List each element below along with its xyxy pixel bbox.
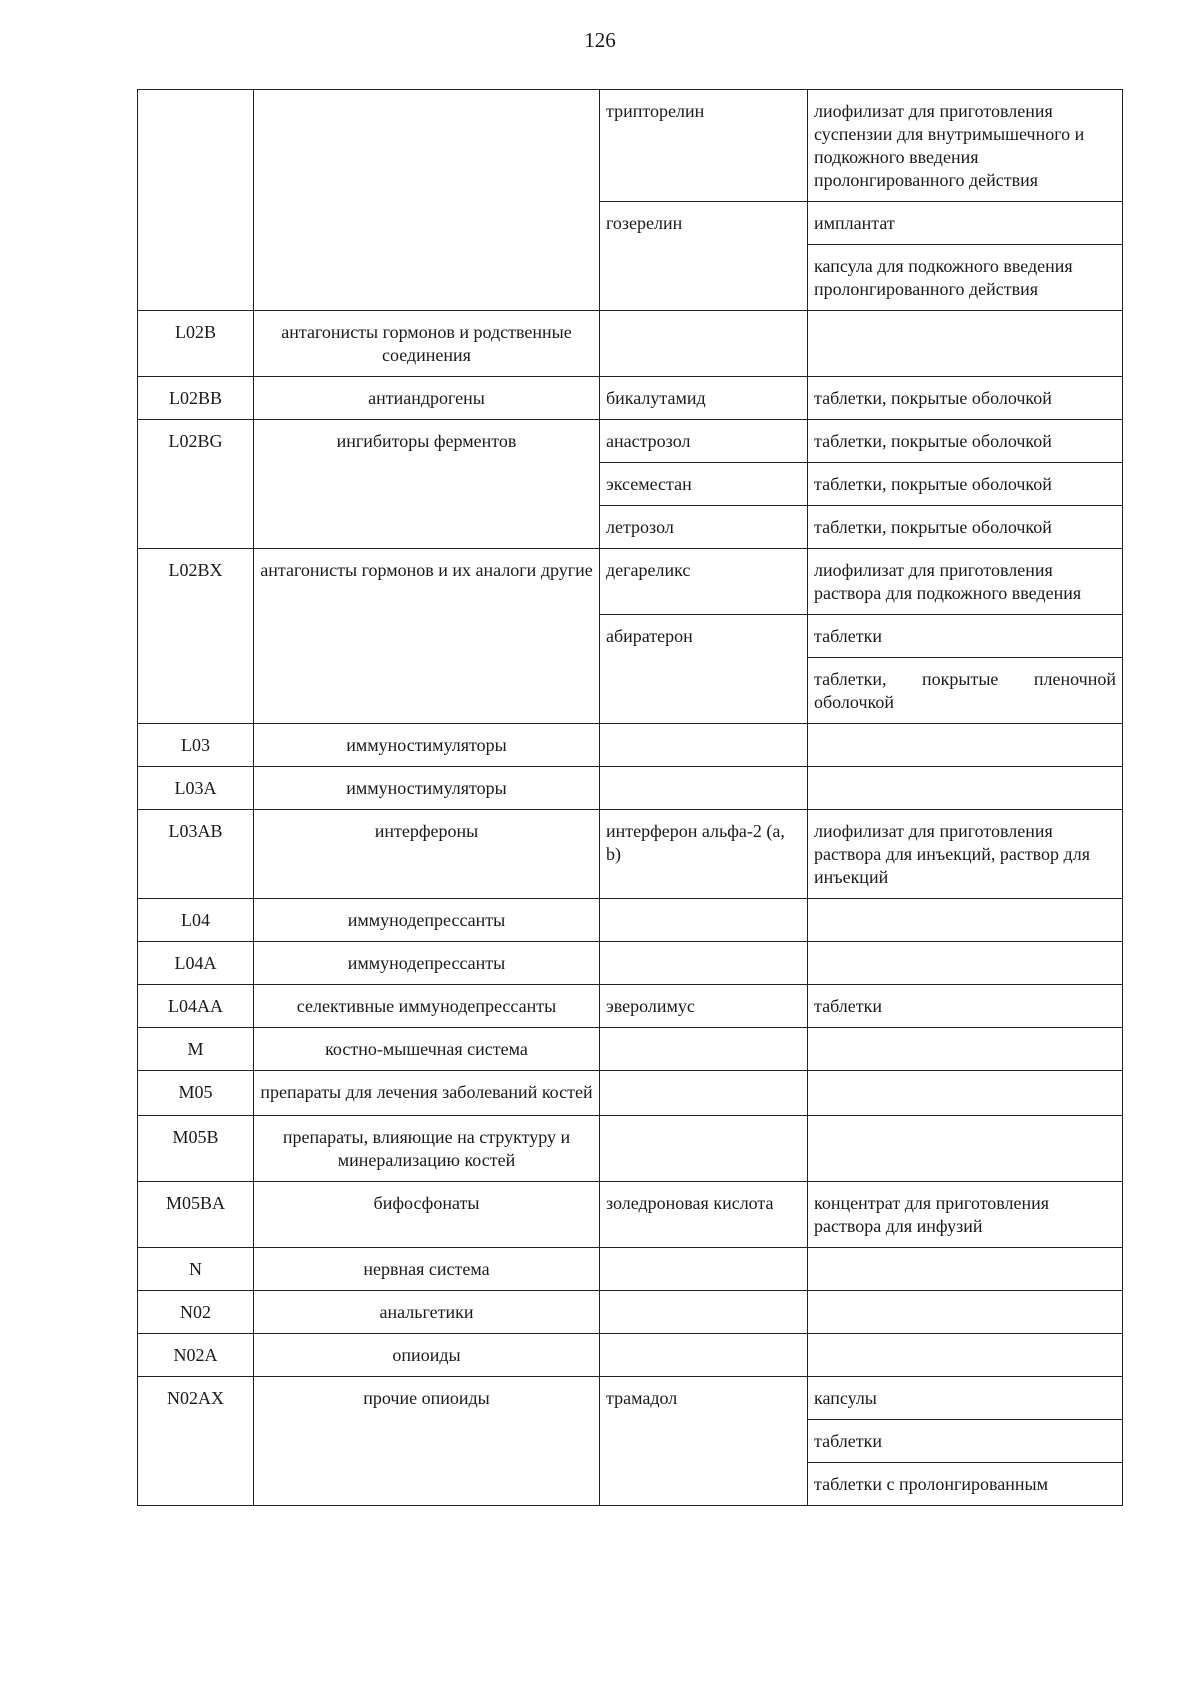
drug-name-cell	[600, 942, 808, 985]
atc-code-cell: L03AB	[138, 810, 254, 899]
dosage-form-cell	[808, 1291, 1123, 1334]
dosage-form-cell: таблетки, покрытые оболочкой	[808, 377, 1123, 420]
drug-name-cell	[600, 1334, 808, 1377]
atc-code-cell: N02	[138, 1291, 254, 1334]
dosage-form-cell	[808, 1071, 1123, 1116]
dosage-form-cell: концентрат для приготовления раствора для инфузий	[808, 1182, 1123, 1248]
drug-name-cell: дегареликс	[600, 549, 808, 615]
dosage-form-cell: таблетки	[808, 985, 1123, 1028]
drug-name-cell: бикалутамид	[600, 377, 808, 420]
page-number: 126	[584, 28, 616, 52]
atc-group-cell	[254, 90, 600, 311]
dosage-form-cell: таблетки, покрытые оболочкой	[808, 420, 1123, 463]
dosage-form-cell: таблетки с пролонгированным	[808, 1463, 1123, 1506]
table-row	[138, 1071, 1123, 1116]
drug-name-cell: гозерелин	[600, 202, 808, 311]
dosage-form-cell: лиофилизат для приготовления раствора для подкожного введения	[808, 549, 1123, 615]
dosage-form-cell: капсулы	[808, 1377, 1123, 1420]
table-row	[138, 1291, 1123, 1334]
atc-code-cell: L04A	[138, 942, 254, 985]
drug-name-cell	[600, 1291, 808, 1334]
dosage-form-cell	[808, 1334, 1123, 1377]
drug-name-cell: эксеместан	[600, 463, 808, 506]
table-row	[138, 549, 1123, 615]
atc-group-cell: нервная система	[254, 1248, 600, 1291]
drug-name-cell	[600, 899, 808, 942]
drug-name-cell: эверолимус	[600, 985, 808, 1028]
atc-code-cell: L02BG	[138, 420, 254, 549]
atc-group-cell: опиоиды	[254, 1334, 600, 1377]
dosage-form-cell: таблетки, покрытые оболочкой	[808, 506, 1123, 549]
atc-code-cell: L02BX	[138, 549, 254, 724]
dosage-form-cell	[808, 1248, 1123, 1291]
atc-code-cell: M05	[138, 1071, 254, 1116]
dosage-form-cell: таблетки, покрытые пленочной оболочкой	[808, 658, 1123, 724]
atc-code-cell: L03A	[138, 767, 254, 810]
atc-group-cell: иммуностимуляторы	[254, 767, 600, 810]
table-row	[138, 899, 1123, 942]
atc-group-cell: селективные иммунодепрессанты	[254, 985, 600, 1028]
drug-name-cell	[600, 1116, 808, 1182]
atc-code-cell: L02BB	[138, 377, 254, 420]
drug-name-cell: золедроновая кислота	[600, 1182, 808, 1248]
table-row	[138, 767, 1123, 810]
atc-group-cell: интерфероны	[254, 810, 600, 899]
atc-code-cell: N02AX	[138, 1377, 254, 1506]
atc-code-cell: M	[138, 1028, 254, 1071]
atc-code-cell: N	[138, 1248, 254, 1291]
table-row	[138, 810, 1123, 899]
dosage-form-cell: капсула для подкожного введения пролонгированного действия	[808, 245, 1123, 311]
dosage-form-cell: имплантат	[808, 202, 1123, 245]
table-row	[138, 1334, 1123, 1377]
dosage-form-cell: таблетки	[808, 615, 1123, 658]
atc-group-cell: антагонисты гормонов и их аналоги другие	[254, 549, 600, 724]
table-row	[138, 1028, 1123, 1071]
atc-group-cell: антиандрогены	[254, 377, 600, 420]
dosage-form-cell: лиофилизат для приготовления раствора для инъекций, раствор для инъекций	[808, 810, 1123, 899]
drug-name-cell	[600, 1028, 808, 1071]
dosage-form-cell	[808, 1116, 1123, 1182]
atc-group-cell: ингибиторы ферментов	[254, 420, 600, 549]
dosage-form-cell	[808, 1028, 1123, 1071]
table-row	[138, 1248, 1123, 1291]
dosage-form-cell: лиофилизат для приготовления суспензии для внутримышечного и подкожного введения пролонгированного действия	[808, 90, 1123, 202]
drug-name-cell: абиратерон	[600, 615, 808, 724]
atc-code-cell: L02B	[138, 311, 254, 377]
table-row	[138, 377, 1123, 420]
atc-group-cell: анальгетики	[254, 1291, 600, 1334]
atc-group-cell: антагонисты гормонов и родственные соединения	[254, 311, 600, 377]
atc-code-cell: M05BA	[138, 1182, 254, 1248]
table-row	[138, 311, 1123, 377]
atc-code-cell	[138, 90, 254, 311]
table-row	[138, 1116, 1123, 1182]
drug-name-cell	[600, 311, 808, 377]
drug-name-cell: анастрозол	[600, 420, 808, 463]
atc-group-cell: препараты, влияющие на структуру и минерализацию костей	[254, 1116, 600, 1182]
atc-group-cell: костно-мышечная система	[254, 1028, 600, 1071]
table-row	[138, 724, 1123, 767]
drug-classification-table	[137, 89, 1123, 1506]
dosage-form-cell	[808, 311, 1123, 377]
table-row	[138, 90, 1123, 202]
drug-name-cell	[600, 1071, 808, 1116]
atc-group-cell: препараты для лечения заболеваний костей	[254, 1071, 600, 1116]
drug-name-cell: интерферон альфа-2 (a, b)	[600, 810, 808, 899]
dosage-form-cell	[808, 899, 1123, 942]
atc-code-cell: L04AA	[138, 985, 254, 1028]
drug-name-cell	[600, 1248, 808, 1291]
drug-name-cell: летрозол	[600, 506, 808, 549]
dosage-form-cell	[808, 942, 1123, 985]
table-row	[138, 1182, 1123, 1248]
drug-name-cell: трамадол	[600, 1377, 808, 1506]
drug-name-cell	[600, 767, 808, 810]
atc-group-cell: иммуностимуляторы	[254, 724, 600, 767]
atc-code-cell: L04	[138, 899, 254, 942]
atc-group-cell: иммунодепрессанты	[254, 899, 600, 942]
atc-group-cell: бифосфонаты	[254, 1182, 600, 1248]
atc-code-cell: M05B	[138, 1116, 254, 1182]
table-row	[138, 942, 1123, 985]
atc-code-cell: N02A	[138, 1334, 254, 1377]
atc-code-cell: L03	[138, 724, 254, 767]
dosage-form-cell: таблетки	[808, 1420, 1123, 1463]
dosage-form-cell: таблетки, покрытые оболочкой	[808, 463, 1123, 506]
drug-name-cell	[600, 724, 808, 767]
dosage-form-cell	[808, 724, 1123, 767]
table-row	[138, 1377, 1123, 1420]
dosage-form-cell	[808, 767, 1123, 810]
drug-name-cell: трипторелин	[600, 90, 808, 202]
table-row	[138, 420, 1123, 463]
atc-group-cell: иммунодепрессанты	[254, 942, 600, 985]
table-row	[138, 985, 1123, 1028]
atc-group-cell: прочие опиоиды	[254, 1377, 600, 1506]
